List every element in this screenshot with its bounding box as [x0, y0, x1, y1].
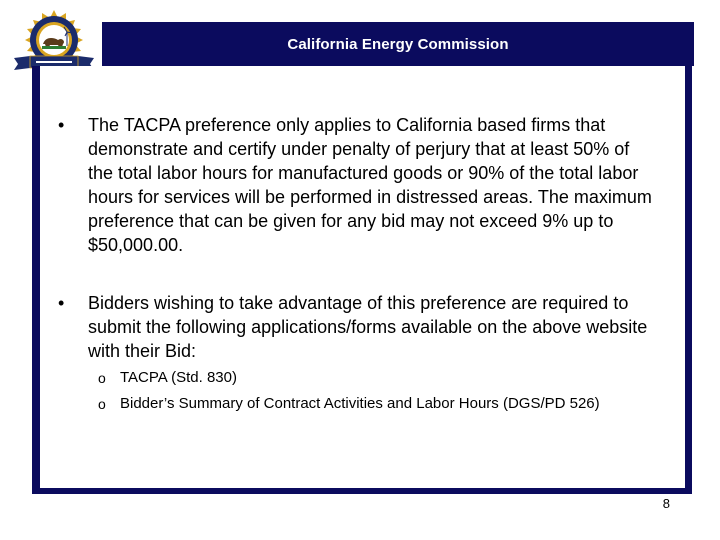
header-title: California Energy Commission [287, 35, 509, 53]
bullet-marker: • [58, 293, 65, 313]
sub-bullet-text: TACPA (Std. 830) [120, 369, 237, 386]
energy-commission-seal-icon [6, 8, 102, 74]
sub-bullet-marker: o [98, 370, 106, 386]
energy-commission-logo [6, 8, 102, 74]
sub-bullet-text: Bidder’s Summary of Contract Activities and Labor Hours (DGS/PD 526) [120, 395, 600, 412]
bullet-marker: • [58, 115, 65, 135]
header-bar [102, 22, 694, 66]
bullet-text: Bidders wishing to take advantage of this preference are required to submit the following applications/forms available on the above website with their Bid: [88, 293, 648, 361]
page-number: 8 [662, 496, 670, 511]
bullet-text: The TACPA preference only applies to California based firms that demonstrate and certify under penalty of perjury that at least 50% of the total labor hours for manufactured goods or 90% of the total labor hours for services will be performed in distressed areas. The maximum preference that can be given for any bid may not exceed 9% up to $50,000.00. [88, 115, 652, 255]
sub-bullet-marker: o [98, 396, 106, 412]
